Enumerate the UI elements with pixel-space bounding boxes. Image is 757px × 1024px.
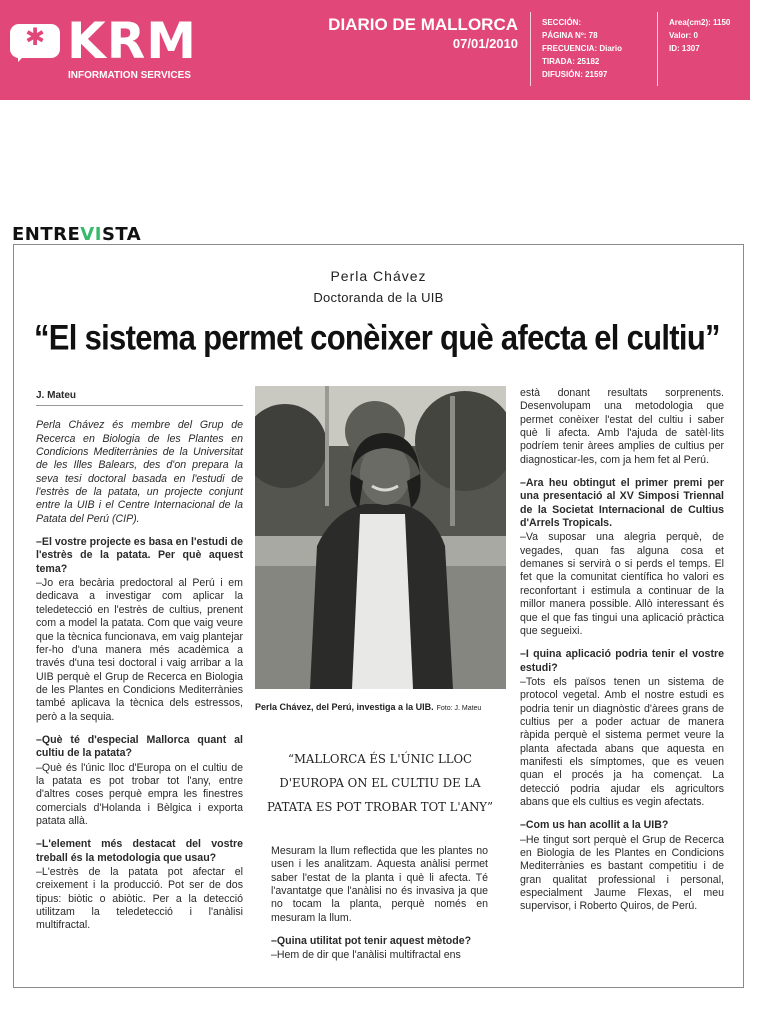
question: –El vostre projecte es basa en l'estudi de l'estrès de la patata. Per què aquest tema? <box>36 536 243 575</box>
interviewee-role: Doctoranda de la UIB <box>313 290 444 305</box>
article-headline: “El sistema permet conèixer què afecta el cultiu” <box>34 318 720 358</box>
meta-tirada: TIRADA: 25182 <box>542 57 600 66</box>
answer: –L'estrès de la patata pot afectar el creixement i la producció. Pot ser de dos tipus: biòtic o abiòtic. Per a la detecció utilitzam la teledetecció i l'anàlisi multifractal. <box>36 866 243 932</box>
question: –I quina aplicació podria tenir el vostre estudi? <box>520 648 724 674</box>
logo-text: KRM <box>67 12 198 70</box>
photo-caption <box>255 702 481 712</box>
publication-date: 07/01/2010 <box>452 36 518 51</box>
interviewee-photo <box>255 386 506 689</box>
answer: –Tots els països tenen un sistema de protocol vegetal. Amb el nostre estudi es podria tenir un diagnòstic d'àrees grans de cultius per a poder actuar de manera ràpida perquè el sistema permet veure la planta afectada abans que aquesta en manifesti els símptomes, que es veuen quan el procés ja ha començat. La detecció podria ajudar els agricultors abans que els cultius es vegin afectats. <box>520 675 724 808</box>
header-divider <box>530 12 531 86</box>
meta-id: ID: 1307 <box>669 44 700 53</box>
photo-credit: Foto: J. Mateu <box>436 705 482 712</box>
answer: –He tingut sort perquè el Grup de Recerca en Biologia de les Plantes en Condicions Mediterrànies es bastant competitiu i de gran qualitat professional i personal, especialment Jaume Flexas, el meu supervisor, i Roberto Quiros, de Perú. <box>520 833 724 913</box>
clipping-meta-right <box>669 16 730 55</box>
article-column-2 <box>271 845 488 973</box>
meta-area: Area(cm2): 1150 <box>669 18 731 27</box>
krm-logo <box>10 12 198 88</box>
answer: –Jo era becària predoctoral al Perú i em dedicava a investigar com aplicar la teledetecció en l'estrès de cultius, prenent com a model la patata. Com que vaig veure que la tècnica funcionava, em vaig plantejar fer-ho d'una manera més acadèmica a través d'una tesi doctoral i vaig arribar a la UIB perquè el Grup de Recerca en Biologia de les Plantes en Condicions Mediterrànies també aplicava la tècnica dels estressos, però a la sequia. <box>36 577 243 723</box>
clipping-header <box>0 0 750 100</box>
meta-valor: Valor: 0 <box>669 31 698 40</box>
question: –Com us han acollit a la UIB? <box>520 819 669 832</box>
question: –L'element més destacat del vostre treball és la metodologia que usau? <box>36 838 243 864</box>
question: –Ara heu obtingut el primer premi per una presentació al XV Simposi Triennal de la Societat Internacional de Cultius d'Arrels Tropicals. <box>520 477 724 530</box>
meta-pagina: PÁGINA Nº: 78 <box>542 31 598 40</box>
answer: –Hem de dir que l'anàlisi multifractal ens <box>271 949 461 962</box>
answer: –Què és l'únic lloc d'Europa on el cultiu de la patata es pot trobar tot l'any, entre d'altres coses perquè empra les finestres comercials d'Holanda i Bèlgica i exporta patata allà. <box>36 761 243 827</box>
meta-difusion: DIFUSIÓN: 21597 <box>542 70 608 79</box>
photo-caption-text: Perla Chávez, del Perú, investiga a la UIB. <box>255 702 434 712</box>
article-intro: Perla Chávez és membre del Grup de Recerca en Biologia de les Plantes en Condicions Mediterrànies de la Universitat de les Illes Balears, des d'on prepara la seva tesi doctoral basada en l'estudi de l'estrès de la patata, un projecte conjunt entre la UIB i el Centre Internacional de la Patata del Perú (CIP). <box>36 419 243 525</box>
meta-frecuencia: FRECUENCIA: Diario <box>542 44 623 53</box>
meta-seccion: SECCIÓN: <box>542 18 582 27</box>
question: –Què té d'especial Mallorca quant al cultiu de la patata? <box>36 733 243 760</box>
answer-continued: Mesuram la llum reflectida que les plantes no usen i les analitzam. Aquesta anàlisi permet saber l'estat de la planta i què li afecta. Té l'avantatge que l'anàlisi no és invasiva ja que no tocam la planta, perquè només en mesuram la llum. <box>271 845 488 924</box>
author: J. Mateu <box>36 389 243 406</box>
interviewee-name: Perla Chávez <box>330 268 427 284</box>
newspaper-name: DIARIO DE MALLORCA <box>328 15 518 34</box>
logo-subtitle: INFORMATION SERVICES <box>68 70 191 81</box>
newspaper-block <box>322 15 518 51</box>
header-divider <box>657 12 658 86</box>
clipping-meta-left <box>542 16 622 81</box>
asterisk-icon: ✱ <box>24 23 46 51</box>
article-column-3 <box>520 387 724 924</box>
answer-continued: està donant resultats sorprenents. Desenvolupam una metodologia que permet conèixer l'estat del cultiu i saber què li afecta. Amb l'ajuda de satèl·lits podríem tenir àrees amplies de cultius per diagnosticar-les, com ja hem fet al Perú. <box>520 387 724 466</box>
section-label-accent: VI <box>80 224 102 245</box>
pull-quote: “MALLORCA ÉS L'ÚNIC LLOC D'EUROPA ON EL CULTIU DE LA PATATA ES POT TROBAR TOT L'ANY” <box>266 752 493 814</box>
section-label-part: STA <box>101 224 142 245</box>
question: –Quina utilitat pot tenir aquest mètode? <box>271 935 472 948</box>
section-label <box>12 224 141 245</box>
section-label-part: ENTRE <box>12 224 81 245</box>
answer: –Va suposar una alegria perquè, de vegades, quan fas alguna cosa et demanes si servirà o si perds el temps. El fet que la comunitat científica ho valori es reconfortant i estimula a continuar de la millor manera possible. Allò interessant és que el que fas tingui una aplicació pràctica que segueixi. <box>520 531 724 637</box>
article-column-1 <box>36 389 243 943</box>
